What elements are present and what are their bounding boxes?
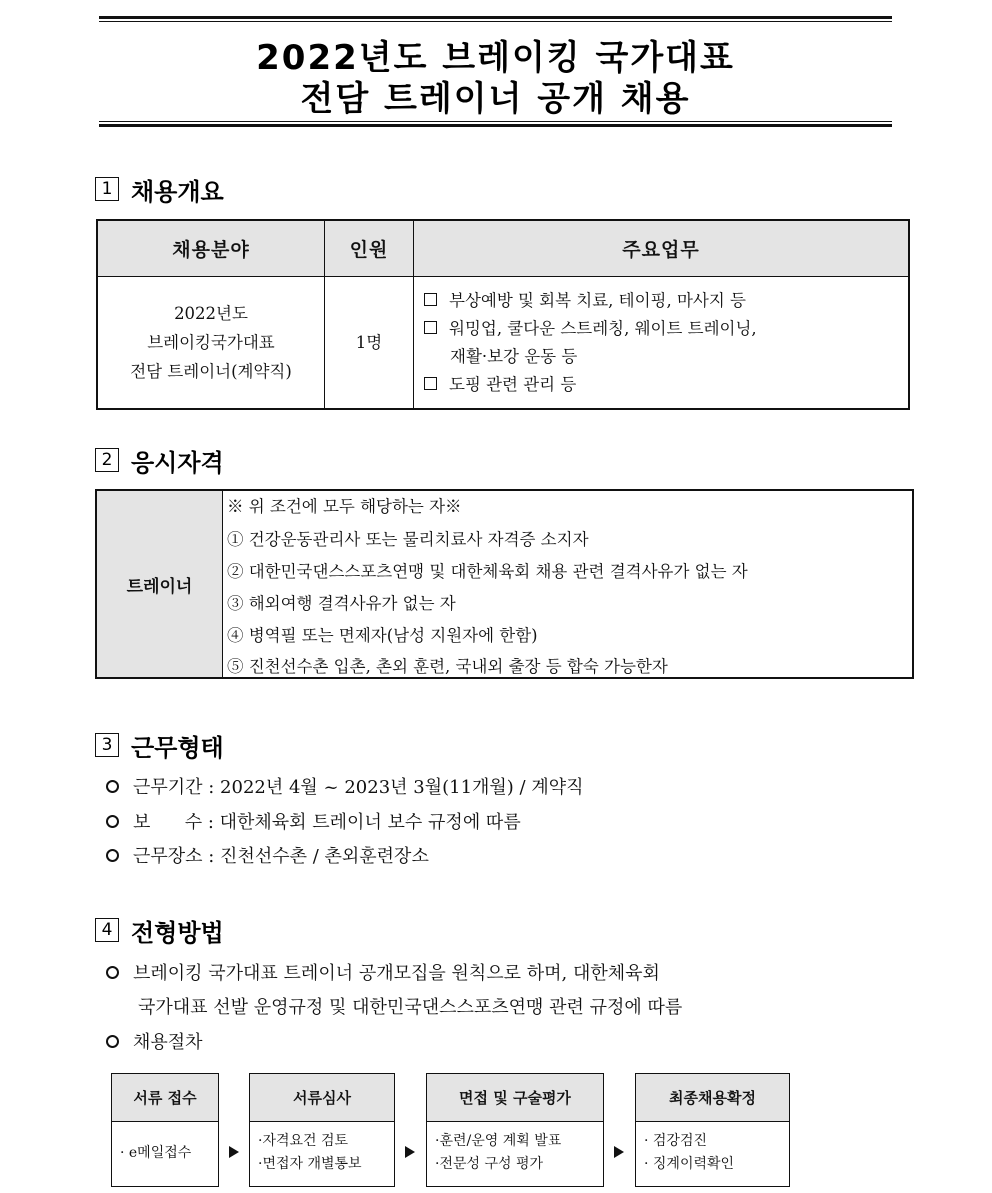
- process-step-document-review: [249, 1073, 395, 1187]
- process-step-title: 최종채용확정: [636, 1074, 789, 1122]
- work-item: 근무기간 : 2022년 4월 ~ 2023년 3월(11개월) / 계약직: [106, 773, 584, 799]
- page-title-line2: 전담 트레이너 공개 채용: [300, 79, 691, 119]
- procedure-label: 채용절차: [106, 1028, 203, 1054]
- duty-item-continued: 재활·보강 운동 등: [450, 347, 578, 366]
- process-step-title: 서류심사: [250, 1074, 394, 1122]
- section-number: 4: [95, 918, 119, 942]
- arrow-right-icon: [614, 1146, 624, 1158]
- table-header-count: 인원: [325, 221, 413, 276]
- field-cell: [98, 277, 324, 408]
- title-top-rule-thick: [99, 16, 892, 19]
- circle-bullet-icon: [106, 966, 119, 979]
- count-value: 1명: [355, 333, 383, 352]
- process-step-body: · 검강검진 · 징계이력확인: [644, 1133, 735, 1172]
- count-cell: [325, 277, 413, 408]
- section-title: 응시자격: [131, 448, 224, 477]
- duty-item: 워밍업, 쿨다운 스트레칭, 웨이트 트레이닝,: [424, 315, 757, 343]
- section-3-heading: [95, 728, 224, 762]
- checkbox-square-icon: [424, 377, 437, 390]
- title-bottom-rule-thick: [99, 124, 892, 127]
- section-title: 전형방법: [131, 918, 224, 947]
- qualification-item: ⑤ 진천선수촌 입촌, 촌외 훈련, 국내외 출장 등 합숙 가능한자: [227, 657, 668, 676]
- process-step-title: 면접 및 구술평가: [427, 1074, 603, 1122]
- work-item: 근무장소 : 진천선수촌 / 촌외훈련장소: [106, 842, 429, 868]
- arrow-right-icon: [229, 1146, 239, 1158]
- page-title-line1: 2022년도 브레이킹 국가대표: [256, 38, 735, 78]
- overview-table: [96, 219, 910, 410]
- section-2-heading: [95, 443, 224, 477]
- checkbox-square-icon: [424, 293, 437, 306]
- selection-method: 브레이킹 국가대표 트레이너 공개모집을 원칙으로 하며, 대한체육회: [106, 959, 660, 985]
- circle-bullet-icon: [106, 780, 119, 793]
- table-header-duties: 주요업무: [414, 221, 908, 276]
- qualification-item: ③ 해외여행 결격사유가 없는 자: [227, 594, 456, 613]
- title-bottom-rule-thin: [99, 121, 892, 122]
- duty-item: 부상예방 및 회복 치료, 테이핑, 마사지 등: [424, 287, 746, 315]
- qualifications-table: [95, 489, 914, 679]
- section-number: 3: [95, 733, 119, 757]
- arrow-right-icon: [405, 1146, 415, 1158]
- field-line: 전담 트레이너(계약직): [130, 362, 292, 381]
- table-divider: [413, 221, 414, 408]
- title-top-rule-thin: [99, 21, 892, 22]
- qualification-item: ④ 병역필 또는 면제자(남성 지원자에 한함): [227, 626, 538, 645]
- work-item: 보 수 : 대한체육회 트레이너 보수 규정에 따름: [106, 808, 521, 834]
- process-step-body: · e메일접수: [120, 1145, 192, 1161]
- qualification-note: ※ 위 조건에 모두 해당하는 자※: [227, 497, 462, 516]
- checkbox-square-icon: [424, 321, 437, 334]
- process-step-body: ·자격요건 검토 ·면접자 개별통보: [258, 1133, 362, 1172]
- section-number: 2: [95, 448, 119, 472]
- process-step-document-submission: [111, 1073, 219, 1187]
- process-step-final-hiring: [635, 1073, 790, 1187]
- process-step-title: 서류 접수: [112, 1074, 218, 1122]
- field-line: 2022년도: [174, 304, 248, 323]
- duty-item: 도핑 관련 관리 등: [424, 371, 576, 399]
- process-step-body: ·훈련/운영 계획 발표 ·전문성 구성 평가: [435, 1133, 562, 1172]
- selection-method-continued: 국가대표 선발 운영규정 및 대한민국댄스스포츠연맹 관련 규정에 따름: [138, 997, 683, 1018]
- circle-bullet-icon: [106, 849, 119, 862]
- section-number: 1: [95, 177, 119, 201]
- circle-bullet-icon: [106, 1035, 119, 1048]
- section-4-heading: [95, 913, 224, 947]
- circle-bullet-icon: [106, 815, 119, 828]
- section-title: 채용개요: [131, 177, 224, 206]
- table-header-field: 채용분야: [98, 221, 324, 276]
- section-1-heading: [95, 172, 224, 206]
- qualification-item: ② 대한민국댄스스포츠연맹 및 대한체육회 채용 관련 결격사유가 없는 자: [227, 562, 748, 581]
- section-title: 근무형태: [131, 733, 224, 762]
- qualification-role-label: 트레이너: [97, 491, 223, 677]
- qualification-item: ① 건강운동관리사 또는 물리치료사 자격증 소지자: [227, 530, 589, 549]
- field-line: 브레이킹국가대표: [147, 333, 275, 352]
- process-step-interview: [426, 1073, 604, 1187]
